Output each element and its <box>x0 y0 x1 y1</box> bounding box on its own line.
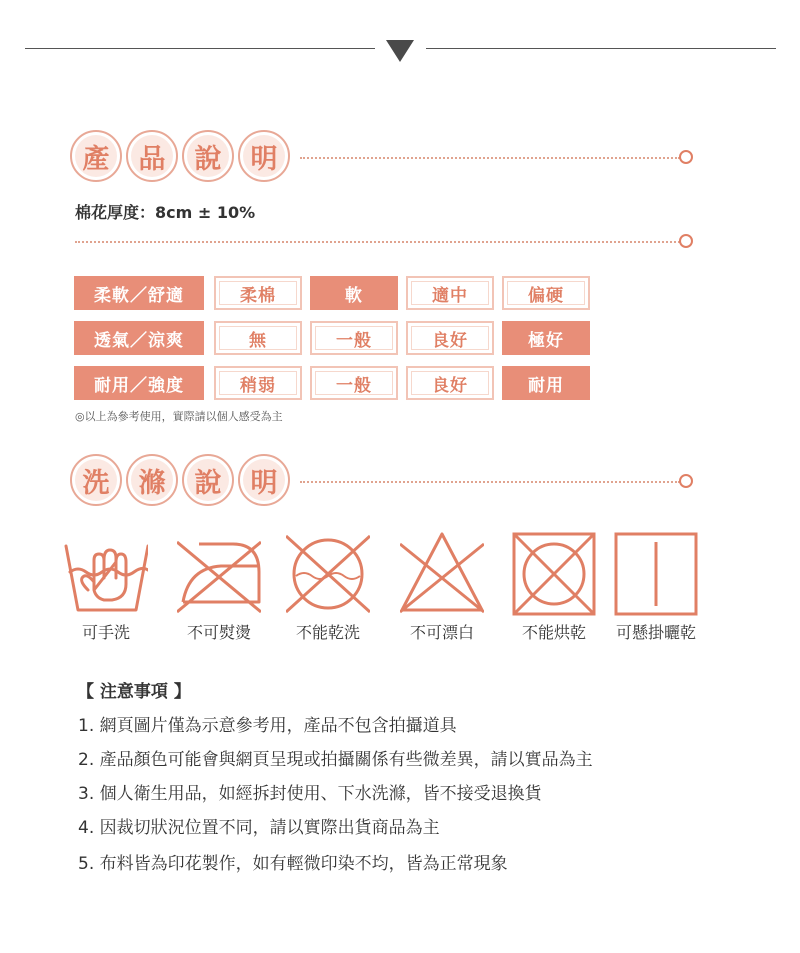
ring-icon <box>679 474 693 488</box>
spec-cell: 良好 <box>406 321 494 355</box>
no-bleach-icon <box>400 532 484 616</box>
notices-title: 【 注意事項 】 <box>77 682 191 702</box>
top-divider-right <box>426 48 776 49</box>
title-char: 產 <box>70 130 122 182</box>
spec-cell-selected: 耐用 <box>502 366 590 400</box>
title-char: 品 <box>126 130 178 182</box>
wash-instructions-title <box>70 452 294 508</box>
hand-wash-icon <box>64 532 148 616</box>
no-tumble-dry-label: 不能烘乾 <box>521 623 586 642</box>
spec-cell: 良好 <box>406 366 494 400</box>
title-char: 明 <box>238 130 290 182</box>
ring-icon <box>679 234 693 248</box>
section-dotted-rule <box>75 241 680 243</box>
ring-icon <box>679 150 693 164</box>
spec-row-label: 透氣／涼爽 <box>74 321 204 355</box>
title-dotted-rule <box>300 157 680 159</box>
spec-cell: 柔棉 <box>214 276 302 310</box>
top-divider-left <box>25 48 375 49</box>
spec-cell: 無 <box>214 321 302 355</box>
title-char: 洗 <box>70 454 122 506</box>
hand-wash-label: 可手洗 <box>81 623 130 642</box>
title-char: 滌 <box>126 454 178 506</box>
spec-cell: 適中 <box>406 276 494 310</box>
no-tumble-dry-icon <box>512 532 596 616</box>
spec-cell-selected: 軟 <box>310 276 398 310</box>
notice-item: 3. 個人衛生用品，如經拆封使用、下水洗滌，皆不接受退換貨 <box>78 784 542 804</box>
notice-item: 2. 產品顏色可能會與網頁呈現或拍攝關係有些微差異，請以實品為主 <box>78 750 593 770</box>
spec-cell: 一般 <box>310 366 398 400</box>
spec-cell: 一般 <box>310 321 398 355</box>
notice-item: 1. 網頁圖片僅為示意參考用，產品不包含拍攝道具 <box>78 716 457 736</box>
notice-item: 5. 布料皆為印花製作，如有輕微印染不均，皆為正常現象 <box>78 854 508 874</box>
spec-cell: 偏硬 <box>502 276 590 310</box>
down-arrow-icon <box>386 40 414 62</box>
title-char: 說 <box>182 130 234 182</box>
no-bleach-label: 不可漂白 <box>409 623 474 642</box>
spec-row-label: 柔軟／舒適 <box>74 276 204 310</box>
title-char: 明 <box>238 454 290 506</box>
hang-dry-label: 可懸掛曬乾 <box>615 623 696 642</box>
spec-cell: 稍弱 <box>214 366 302 400</box>
title-char: 說 <box>182 454 234 506</box>
product-description-title <box>70 128 294 184</box>
reference-note: ◎以上為參考使用，實際請以個人感受為主 <box>75 410 283 423</box>
spec-cell-selected: 極好 <box>502 321 590 355</box>
title-dotted-rule <box>300 481 680 483</box>
spec-row-label: 耐用／強度 <box>74 366 204 400</box>
no-dry-clean-label: 不能乾洗 <box>295 623 360 642</box>
no-iron-label: 不可熨燙 <box>186 623 251 642</box>
no-iron-icon <box>177 532 261 616</box>
no-dry-clean-icon <box>286 532 370 616</box>
hang-dry-icon <box>614 532 698 616</box>
cotton-thickness: 棉花厚度：8cm ± 10% <box>75 203 256 222</box>
notice-item: 4. 因裁切狀況位置不同，請以實際出貨商品為主 <box>78 818 440 838</box>
